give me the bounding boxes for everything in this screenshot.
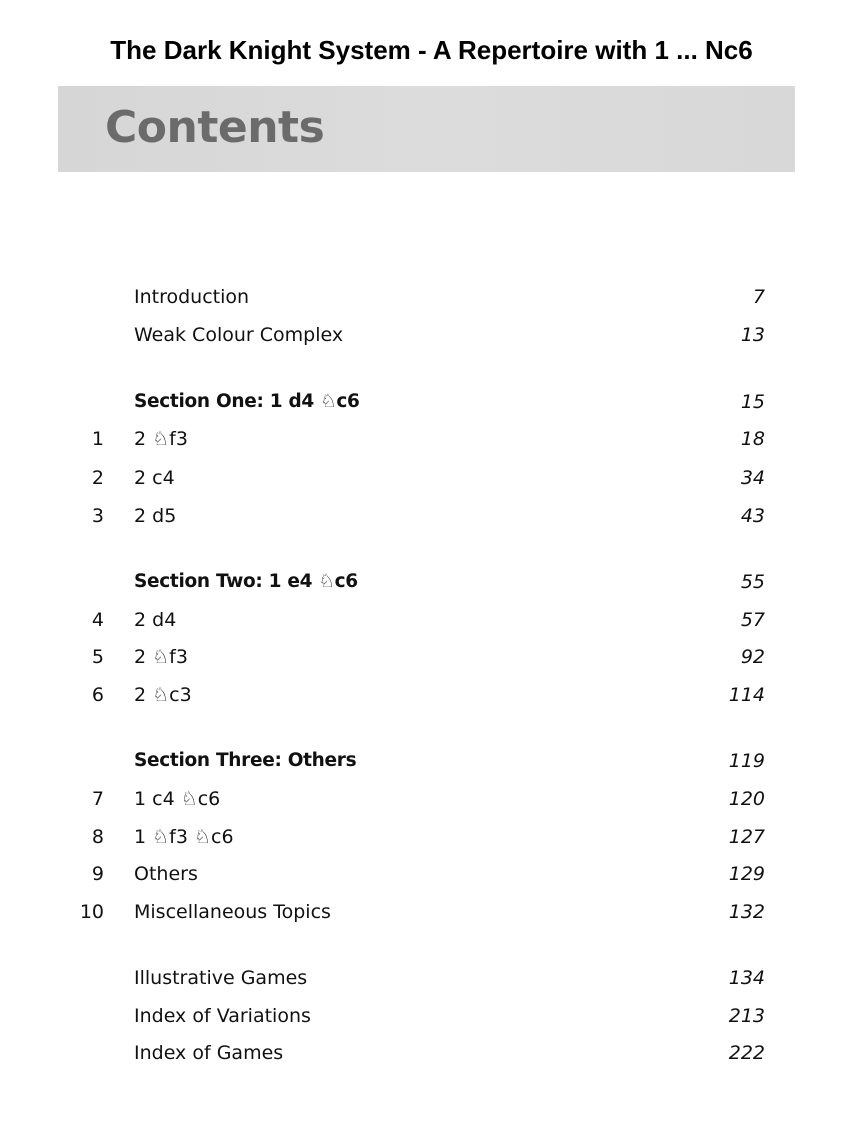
toc-row-chapter-8[interactable] [0,822,863,852]
toc-chapter-number: 3 [91,505,104,527]
toc-row-weak-colour-complex[interactable] [0,320,863,350]
toc-chapter-number: 1 [91,428,104,450]
toc-row-chapter-3[interactable] [0,501,863,531]
toc-page-number: 134 [728,967,765,989]
toc-page-number: 55 [740,571,765,593]
toc-chapter-number: 7 [91,788,104,810]
toc-page-number: 213 [728,1005,765,1027]
toc-entry-label: 1 c4 ♘c6 [134,788,221,810]
toc-page-number: 132 [728,901,765,923]
toc-page-number: 127 [728,826,765,848]
toc-chapter-number: 4 [91,609,104,631]
toc-chapter-number: 6 [91,684,104,706]
toc-chapter-number: 10 [79,901,104,923]
toc-entry-label: 2 c4 [134,467,175,489]
contents-heading: Contents [105,102,325,153]
toc-row-chapter-9[interactable] [0,859,863,889]
toc-row-chapter-5[interactable] [0,642,863,672]
toc-row-chapter-10[interactable] [0,897,863,927]
toc-entry-label: Index of Games [134,1042,284,1064]
toc-row-chapter-2[interactable] [0,463,863,493]
toc-row-chapter-1[interactable] [0,424,863,454]
toc-row-index-of-variations[interactable] [0,1001,863,1031]
toc-entry-label: 1 ♘f3 ♘c6 [134,826,234,848]
toc-page-number: 114 [728,684,765,706]
toc-chapter-number: 5 [91,646,104,668]
toc-section-heading: Section Three: Others [134,750,357,771]
toc-page-number: 119 [728,750,765,772]
toc-row-chapter-7[interactable] [0,784,863,814]
toc-page-number: 13 [740,324,765,346]
toc-page-number: 92 [740,646,765,668]
toc-entry-label: Introduction [134,286,250,308]
toc-page-number: 120 [728,788,765,810]
toc-entry-label: Index of Variations [134,1005,311,1027]
toc-entry-label: Illustrative Games [134,967,308,989]
contents-banner [58,86,795,172]
toc-page-number: 222 [728,1042,765,1064]
toc-section-heading: Section Two: 1 e4 ♘c6 [134,571,358,592]
toc-page-number: 18 [740,428,765,450]
toc-chapter-number: 8 [91,826,104,848]
toc-entry-label: 2 ♘f3 [134,428,188,450]
toc-entry-label: Others [134,863,198,885]
toc-row-introduction[interactable] [0,282,863,312]
toc-page-number: 129 [728,863,765,885]
toc-entry-label: 2 d4 [134,609,177,631]
toc-page-number: 7 [752,286,765,308]
toc-entry-label: Miscellaneous Topics [134,901,331,923]
toc-row-illustrative-games[interactable] [0,963,863,993]
toc-entry-label: Weak Colour Complex [134,324,344,346]
toc-page-number: 57 [740,609,765,631]
toc-section-heading: Section One: 1 d4 ♘c6 [134,391,360,412]
toc-row-section-one[interactable] [0,387,863,417]
toc-page-number: 43 [740,505,765,527]
toc-row-chapter-4[interactable] [0,605,863,635]
toc-chapter-number: 2 [91,467,104,489]
toc-page-number: 15 [740,391,765,413]
toc-row-index-of-games[interactable] [0,1038,863,1068]
toc-entry-label: 2 d5 [134,505,177,527]
toc-row-chapter-6[interactable] [0,680,863,710]
toc-page-number: 34 [740,467,765,489]
book-title: The Dark Knight System - A Repertoire with 1 ... Nc6 [110,35,753,65]
toc-entry-label: 2 ♘c3 [134,684,192,706]
toc-row-section-two[interactable] [0,567,863,597]
toc-entry-label: 2 ♘f3 [134,646,188,668]
toc-row-section-three[interactable] [0,746,863,776]
toc-chapter-number: 9 [91,863,104,885]
